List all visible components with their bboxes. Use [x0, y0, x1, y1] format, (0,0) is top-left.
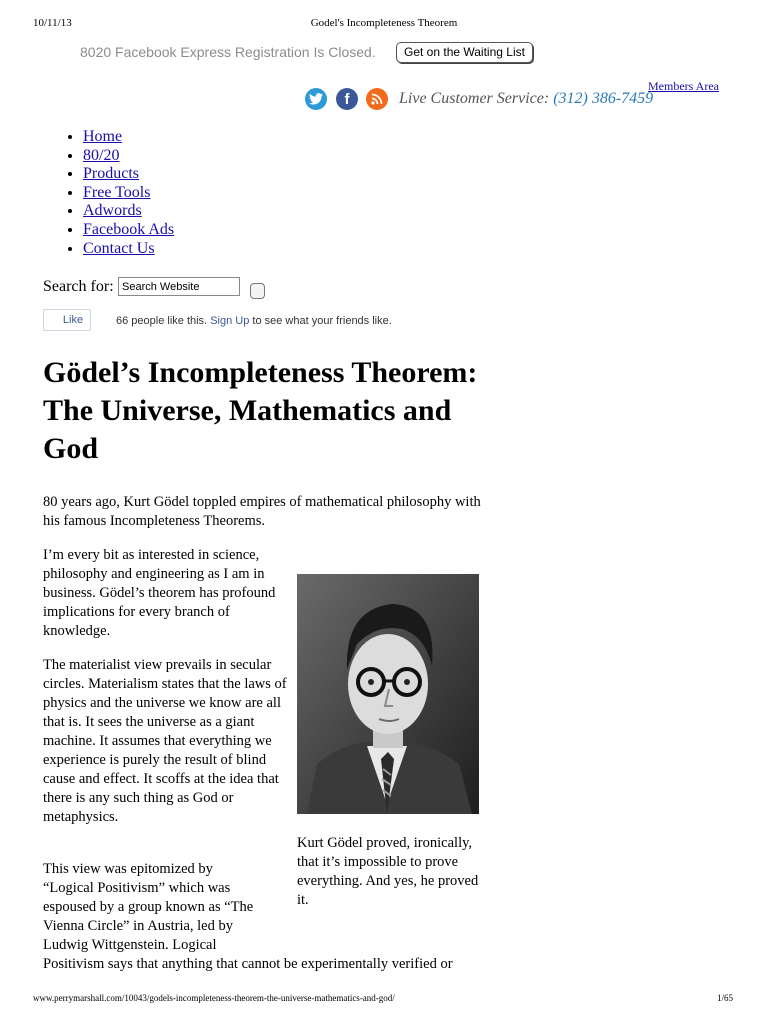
nav-item-products: [83, 165, 174, 184]
facebook-like-button[interactable]: Like: [43, 309, 91, 331]
like-count-text: [116, 315, 392, 327]
main-nav: [43, 128, 174, 258]
members-area-link[interactable]: Members Area: [648, 79, 719, 93]
portrait-caption: Kurt Gödel proved, ironically, that it’s impossible to prove everything. And yes, he proved it.: [297, 835, 479, 908]
nav-link-facebook-ads[interactable]: Facebook Ads: [83, 220, 175, 238]
nav-item-contact-us: [83, 240, 174, 259]
article-paragraph: I’m every bit as interested in science, philosophy and engineering as I am in business. Gödel’s theorem has profound implications for every branch of knowledge.: [43, 547, 276, 639]
search-label: Search for:: [43, 278, 114, 295]
like-count: 66 people like this.: [116, 315, 208, 327]
search-submit-button[interactable]: [250, 283, 265, 299]
paragraph-line: This view was epitomized by: [43, 861, 213, 877]
nav-item-8020: [83, 147, 174, 166]
nav-link-products[interactable]: Products: [83, 165, 139, 183]
print-url: www.perrymarshall.com/10043/godels-incompleteness-theorem-the-universe-mathematics-and-god/: [33, 993, 395, 1003]
paragraph-line: espoused by a group known as “The: [43, 899, 254, 915]
like-suffix: to see what your friends like.: [252, 315, 392, 327]
customer-service-phone[interactable]: (312) 386-7459: [553, 90, 654, 107]
registration-notice: 8020 Facebook Express Registration Is Closed.: [80, 44, 376, 60]
customer-service-label: Live Customer Service:: [399, 90, 550, 107]
waiting-list-button[interactable]: Get on the Waiting List: [396, 42, 533, 63]
nav-item-free-tools: [83, 184, 174, 203]
search-input[interactable]: [118, 277, 240, 296]
nav-link-free-tools[interactable]: Free Tools: [83, 183, 151, 201]
paragraph-line: “Logical Positivism” which was: [43, 880, 231, 896]
print-title: Godel's Incompleteness Theorem: [310, 17, 458, 29]
customer-service-line: [399, 90, 653, 108]
paragraph-line: Positivism says that anything that cannot be experimentally verified or: [43, 956, 453, 972]
rss-icon[interactable]: [366, 88, 388, 110]
kurt-godel-portrait: [297, 574, 479, 814]
print-page-number: 1/65: [716, 993, 733, 1003]
nav-item-facebook-ads: [83, 221, 174, 240]
nav-link-home[interactable]: Home: [83, 128, 123, 145]
facebook-icon[interactable]: f: [336, 88, 358, 110]
print-date: 10/11/13: [33, 17, 72, 29]
nav-link-8020[interactable]: 80/20: [83, 146, 120, 164]
nav-link-contact-us[interactable]: Contact Us: [83, 239, 155, 257]
nav-link-adwords[interactable]: Adwords: [83, 202, 142, 220]
article-intro: 80 years ago, Kurt Gödel toppled empires of mathematical philosophy with his famous Incompleteness Theorems.: [43, 494, 481, 529]
twitter-icon[interactable]: [305, 88, 327, 110]
nav-item-adwords: [83, 202, 174, 221]
article-title: Gödel’s Incompleteness Theorem: The Universe, Mathematics and God: [43, 356, 478, 465]
paragraph-line: Vienna Circle” in Austria, led by: [43, 918, 233, 934]
like-signup-link[interactable]: Sign Up: [210, 315, 250, 327]
article-paragraph: The materialist view prevails in secular circles. Materialism states that the laws of physics and the universe we know are all that is. It sees the universe as a giant machine. It assumes that everything we experience is purely the result of blind cause and effect. It scoffs at the idea that there is any such thing as God or metaphysics.: [43, 657, 287, 825]
paragraph-line: Ludwig Wittgenstein. Logical: [43, 937, 217, 953]
nav-item-home: [83, 128, 174, 147]
